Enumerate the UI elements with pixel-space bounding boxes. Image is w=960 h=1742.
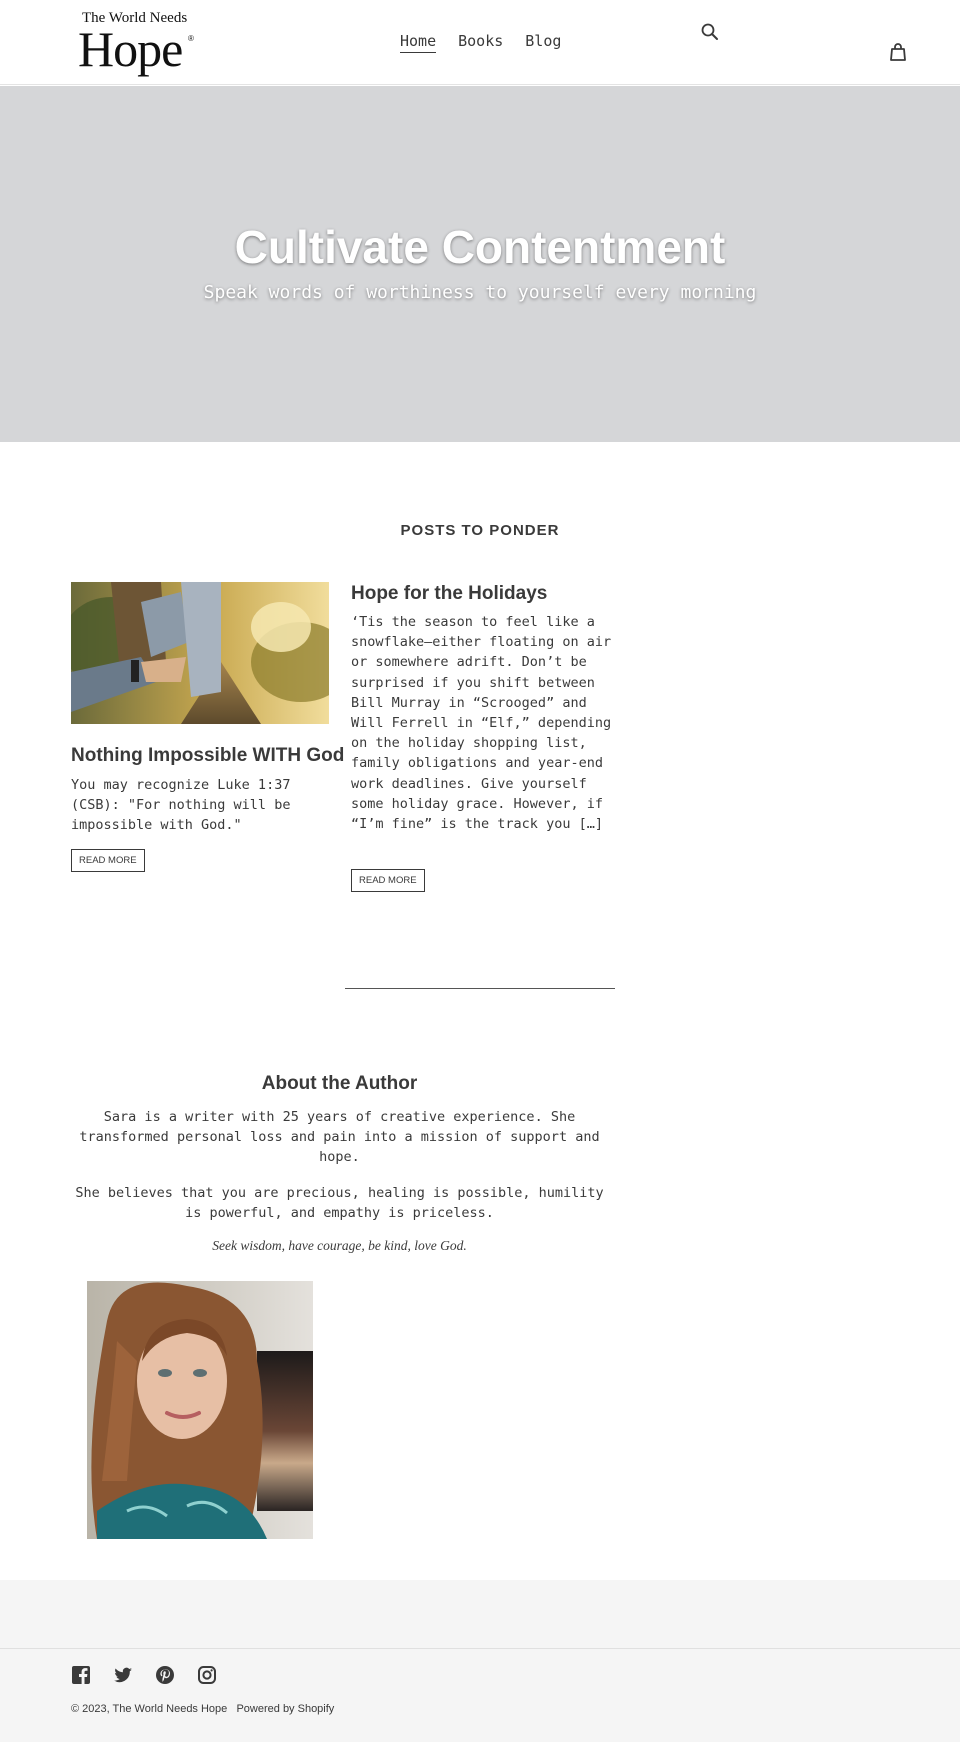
logo-tagline: The World Needs: [82, 10, 188, 26]
about-paragraph: She believes that you are precious, healing is possible, humility is powerful, and empathy is priceless.: [75, 1185, 604, 1221]
logo-wordmark: Hope: [78, 21, 183, 77]
hero-title: Cultivate Contentment: [234, 221, 726, 273]
about-title: About the Author: [261, 1073, 418, 1094]
hero-subtitle: Speak words of worthiness to yourself every morning: [203, 282, 757, 303]
read-more-button[interactable]: READ MORE: [351, 869, 425, 892]
search-button[interactable]: [700, 22, 724, 46]
copyright-text[interactable]: © 2023, The World Needs Hope: [71, 1703, 228, 1715]
instagram-icon[interactable]: [197, 1665, 217, 1685]
read-more-button[interactable]: READ MORE: [71, 849, 145, 872]
posts-section-title: POSTS TO PONDER: [400, 522, 560, 539]
section-divider: [345, 988, 615, 989]
social-links: [71, 1665, 217, 1685]
site-footer: [0, 1648, 960, 1742]
powered-by-link[interactable]: Powered by Shopify: [236, 1703, 335, 1715]
twitter-icon[interactable]: [113, 1665, 133, 1685]
cart-button[interactable]: [888, 42, 912, 66]
facebook-icon[interactable]: [71, 1665, 91, 1685]
nav-home[interactable]: Home: [400, 32, 436, 53]
about-quote: Seek wisdom, have courage, be kind, love God.: [212, 1238, 467, 1253]
nav-books[interactable]: Books: [458, 32, 504, 50]
hero-banner: [0, 86, 960, 442]
search-icon: [700, 22, 720, 42]
post-title[interactable]: Nothing Impossible WITH God: [71, 745, 345, 766]
about-paragraph: Sara is a writer with 25 years of creative experience. She transformed personal loss and pain into a mission of support and hope.: [79, 1109, 600, 1165]
site-logo[interactable]: [78, 10, 208, 75]
post-image-holding-hands[interactable]: [71, 582, 329, 724]
author-photo: [87, 1281, 313, 1539]
post-excerpt: ‘Tis the season to feel like a snowflake—either floating on air or somewhere adrift. Don’t be surprised if you shift between Bill Murray in “Scrooged” and Will Ferrell in “Elf,” depending on the holiday shopping list, family obligations and year-end work deadlines. Give yourself some holiday grace. However, if “I’m fine” is the track you […]: [351, 614, 612, 833]
footer-copyright: [71, 1703, 334, 1715]
logo-registered-mark: ®: [188, 34, 194, 43]
pinterest-icon[interactable]: [155, 1665, 175, 1685]
post-title[interactable]: Hope for the Holidays: [351, 583, 548, 604]
cart-icon: [888, 42, 908, 62]
post-excerpt: You may recognize Luke 1:37 (CSB): "For nothing will be impossible with God.": [71, 777, 291, 833]
main-nav: [400, 32, 561, 53]
nav-blog[interactable]: Blog: [525, 32, 562, 50]
site-header: [0, 0, 960, 85]
footer-spacer: [0, 1580, 960, 1648]
